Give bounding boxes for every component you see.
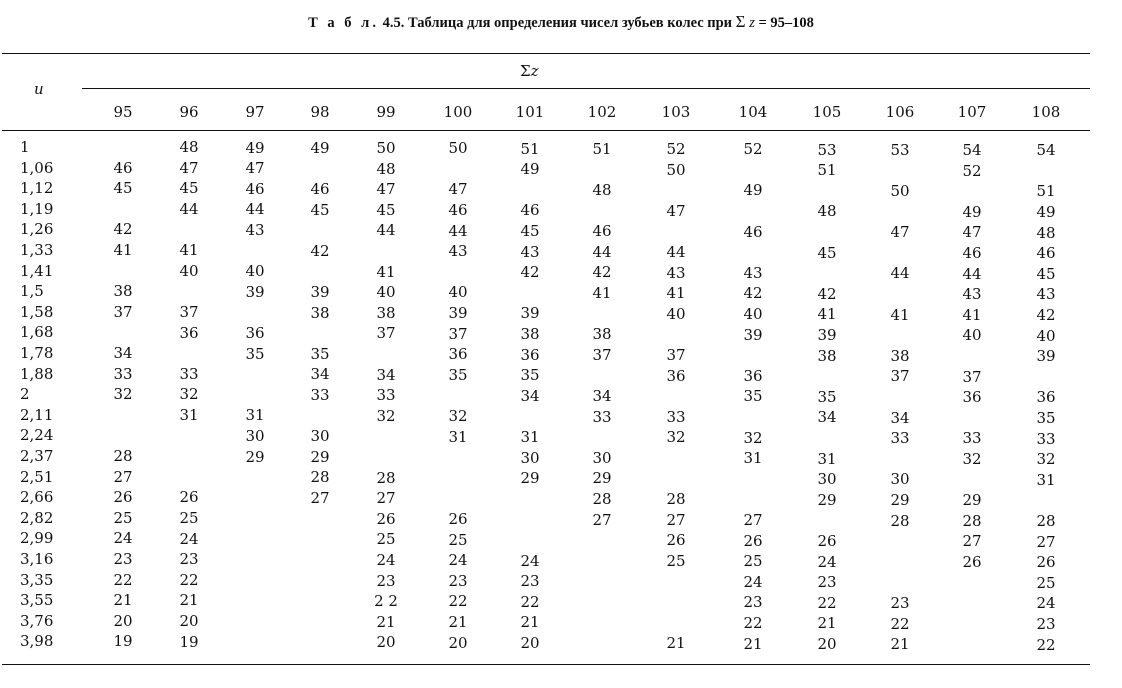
- row-u-value: 1,26: [20, 220, 54, 239]
- table-cell: 51: [592, 139, 612, 158]
- table-cell: 29: [592, 469, 612, 488]
- table-cell: 24: [448, 551, 468, 570]
- column-header-106: 106: [885, 103, 915, 121]
- table-cell: 24: [376, 551, 396, 569]
- table-cell: 44: [179, 200, 199, 219]
- table-cell: 28: [666, 490, 686, 509]
- table-cell: 27: [1036, 532, 1056, 551]
- table-cell: 46: [113, 158, 133, 177]
- row-u-value: 1: [20, 138, 30, 156]
- row-u-value: 1,88: [20, 364, 54, 383]
- table-cell: 25: [376, 530, 396, 549]
- table-cell: 36: [962, 388, 982, 407]
- table-cell: 44: [376, 221, 396, 240]
- table-cell: 36: [245, 323, 265, 342]
- table-cell: 30: [890, 470, 910, 489]
- table-cell: 38: [376, 303, 396, 322]
- table-cell: 28: [962, 511, 982, 530]
- table-cell: 29: [245, 447, 265, 466]
- row-u-value: 3,55: [20, 591, 54, 610]
- table-cell: 49: [245, 138, 265, 157]
- table-cell: 43: [962, 285, 982, 304]
- table-cell: 37: [113, 302, 133, 321]
- table-cell: 21: [179, 591, 199, 610]
- table-cell: 21: [743, 634, 763, 653]
- table-cell: 46: [520, 201, 540, 220]
- table-cell: 22: [1036, 635, 1056, 654]
- table-cell: 31: [1036, 470, 1056, 489]
- table-cell: 49: [743, 181, 763, 200]
- table-cell: 21: [666, 634, 686, 653]
- table-cell: 30: [520, 448, 540, 467]
- column-header-98: 98: [310, 103, 330, 121]
- table-cell: 28: [890, 511, 910, 530]
- table-cell: 45: [817, 243, 837, 262]
- table-cell: 46: [743, 222, 763, 241]
- row-u-value: 2,82: [20, 508, 54, 527]
- column-header-107: 107: [957, 103, 987, 121]
- table-cell: 36: [448, 345, 468, 364]
- table-cell: 38: [817, 346, 837, 365]
- table-cell: 2 2: [374, 592, 398, 611]
- table-cell: 34: [592, 386, 612, 405]
- table-cell: 24: [179, 529, 199, 548]
- table-cell: 43: [743, 263, 763, 282]
- table-cell: 27: [592, 510, 612, 529]
- table-cell: 39: [817, 325, 837, 344]
- column-header-95: 95: [113, 103, 133, 121]
- table-cell: 38: [520, 324, 540, 343]
- table-cell: 44: [666, 243, 686, 261]
- table-cell: 44: [592, 242, 612, 261]
- table-cell: 21: [113, 591, 133, 610]
- table-cell: 35: [1036, 409, 1056, 428]
- table-cell: 52: [743, 140, 763, 159]
- table-cell: 21: [448, 613, 468, 632]
- table-cell: 24: [817, 552, 837, 571]
- caption-text: 4.5. Таблица для определения чисел зубьев колес при: [378, 15, 736, 31]
- table-cell: 48: [817, 202, 837, 221]
- table-cell: 23: [1036, 615, 1056, 634]
- table-cell: 33: [376, 386, 396, 405]
- table-cell: 37: [448, 324, 468, 343]
- row-u-value: 1,68: [20, 323, 54, 342]
- table-cell: 26: [179, 488, 199, 507]
- table-cell: 43: [520, 242, 540, 261]
- table-cell: 26: [817, 531, 837, 550]
- table-cell: 26: [962, 553, 982, 571]
- u-column-header: u: [34, 80, 44, 98]
- table-cell: 49: [310, 138, 330, 157]
- table-cell: 38: [592, 325, 612, 344]
- table-cell: 22: [448, 592, 468, 611]
- caption-table-word: Т а б л.: [308, 15, 379, 31]
- table-cell: 27: [113, 467, 133, 486]
- table-cell: 32: [1036, 450, 1056, 469]
- top-rule: [2, 53, 1090, 54]
- column-header-104: 104: [738, 103, 768, 121]
- table-caption: [0, 12, 1122, 32]
- table-cell: 47: [666, 201, 686, 220]
- table-cell: 31: [743, 449, 763, 468]
- table-cell: 20: [817, 634, 837, 653]
- table-cell: 21: [890, 635, 910, 654]
- table-cell: 35: [245, 344, 265, 363]
- table-cell: 24: [520, 551, 540, 570]
- table-cell: 44: [962, 264, 982, 283]
- column-header-108: 108: [1031, 103, 1061, 121]
- table-cell: 50: [666, 160, 686, 179]
- table-cell: 41: [890, 305, 910, 324]
- table-cell: 42: [743, 284, 763, 303]
- table-cell: 27: [310, 488, 330, 507]
- table-cell: 24: [113, 529, 133, 548]
- table-cell: 23: [448, 571, 468, 590]
- table-cell: 42: [1036, 306, 1056, 325]
- table-cell: 25: [179, 509, 199, 528]
- table-cell: 43: [1036, 285, 1056, 304]
- table-cell: 45: [113, 179, 133, 198]
- table-cell: 51: [1036, 182, 1056, 201]
- table-cell: 32: [448, 407, 468, 426]
- table-cell: 39: [743, 325, 763, 344]
- table-cell: 32: [376, 406, 396, 425]
- row-u-value: 2,24: [20, 426, 54, 445]
- table-cell: 20: [520, 633, 540, 652]
- table-cell: 39: [245, 282, 265, 301]
- row-u-value: 2,37: [20, 447, 54, 465]
- table-cell: 49: [520, 160, 540, 179]
- table-cell: 24: [1036, 594, 1056, 613]
- table-cell: 54: [962, 141, 982, 159]
- table-cell: 47: [962, 223, 982, 242]
- table-cell: 36: [1036, 388, 1056, 407]
- table-cell: 20: [376, 633, 396, 652]
- table-cell: 34: [520, 386, 540, 405]
- table-cell: 36: [520, 345, 540, 364]
- caption-range: = 95–108: [754, 15, 814, 31]
- column-header-99: 99: [376, 103, 396, 121]
- table-cell: 23: [113, 550, 133, 568]
- row-u-value: 3,98: [20, 632, 54, 651]
- row-u-value: 1,12: [20, 179, 54, 198]
- row-u-value: 1,06: [20, 158, 54, 177]
- table-cell: 20: [448, 633, 468, 652]
- table-cell: 47: [179, 158, 199, 177]
- column-header-102: 102: [587, 103, 617, 121]
- table-cell: 25: [448, 530, 468, 549]
- table-cell: 29: [310, 447, 330, 466]
- table-cell: 43: [245, 220, 265, 239]
- table-cell: 50: [376, 139, 396, 157]
- column-header-97: 97: [245, 103, 265, 121]
- table-cell: 25: [666, 552, 686, 570]
- table-cell: 33: [666, 407, 686, 426]
- table-cell: 41: [179, 241, 199, 260]
- table-cell: 41: [666, 284, 686, 303]
- table-cell: 44: [890, 264, 910, 283]
- table-cell: 52: [666, 140, 686, 158]
- caption-z-symbol: z: [749, 15, 755, 31]
- table-cell: 27: [743, 511, 763, 530]
- table-cell: 25: [743, 552, 763, 571]
- table-cell: 51: [817, 161, 837, 180]
- table-cell: 41: [962, 305, 982, 324]
- table-cell: 43: [448, 242, 468, 261]
- table-cell: 23: [520, 572, 540, 591]
- table-cell: 33: [592, 407, 612, 426]
- table-cell: 34: [376, 365, 396, 384]
- table-cell: 32: [743, 428, 763, 447]
- table-cell: 26: [113, 488, 133, 507]
- column-header-105: 105: [812, 103, 842, 121]
- bottom-rule: [2, 664, 1090, 665]
- table-cell: 29: [817, 490, 837, 509]
- table-cell: 40: [1036, 326, 1056, 345]
- table-cell: 29: [962, 491, 982, 510]
- table-cell: 48: [376, 159, 396, 178]
- table-cell: 27: [376, 489, 396, 508]
- row-u-value: 1,19: [20, 199, 54, 218]
- table-cell: 30: [310, 427, 330, 446]
- table-cell: 23: [890, 593, 910, 612]
- table-cell: 46: [1036, 244, 1056, 263]
- sum-z-header: [520, 62, 539, 80]
- table-cell: 48: [179, 138, 199, 157]
- table-cell: 52: [962, 161, 982, 180]
- table-cell: 49: [962, 202, 982, 221]
- sum-z-symbol: z: [530, 62, 539, 80]
- column-header-103: 103: [661, 103, 691, 121]
- table-cell: 46: [245, 179, 265, 198]
- table-cell: 36: [666, 366, 686, 385]
- table-cell: 41: [592, 283, 612, 302]
- table-cell: 44: [448, 221, 468, 240]
- table-cell: 21: [376, 612, 396, 631]
- table-cell: 39: [1036, 347, 1056, 366]
- table-cell: 22: [817, 593, 837, 612]
- table-cell: 35: [448, 365, 468, 384]
- table-cell: 51: [520, 139, 540, 158]
- table-cell: 20: [179, 612, 199, 631]
- table-cell: 19: [179, 632, 199, 651]
- table-cell: 33: [890, 429, 910, 448]
- row-u-value: 3,76: [20, 611, 54, 630]
- table-cell: 45: [179, 179, 199, 198]
- caption-sigma-symbol: Σ: [735, 12, 746, 31]
- table-cell: 44: [245, 200, 265, 219]
- table-cell: 38: [113, 282, 133, 301]
- table-cell: 30: [592, 448, 612, 467]
- table-cell: 23: [817, 573, 837, 592]
- table-cell: 47: [376, 180, 396, 199]
- table-cell: 33: [113, 364, 133, 383]
- table-cell: 28: [113, 447, 133, 465]
- column-header-101: 101: [515, 103, 545, 121]
- column-header-100: 100: [443, 103, 473, 121]
- table-cell: 30: [817, 470, 837, 489]
- table-cell: 54: [1036, 141, 1056, 160]
- table-cell: 29: [890, 490, 910, 509]
- sum-header-rule: [82, 88, 1090, 89]
- table-cell: 31: [520, 427, 540, 446]
- table-cell: 23: [743, 593, 763, 612]
- table-cell: 40: [376, 283, 396, 302]
- table-cell: 35: [520, 366, 540, 385]
- table-cell: 53: [890, 140, 910, 159]
- table-cell: 40: [962, 326, 982, 345]
- table-cell: 34: [890, 408, 910, 427]
- table-cell: 39: [310, 282, 330, 301]
- table-cell: 34: [113, 344, 133, 362]
- table-cell: 23: [179, 550, 199, 569]
- table-cell: 19: [113, 632, 133, 651]
- sum-sigma-symbol: Σ: [520, 62, 531, 80]
- table-cell: 41: [376, 262, 396, 281]
- table-cell: 22: [520, 592, 540, 611]
- row-u-value: 3,35: [20, 570, 54, 589]
- table-cell: 47: [890, 223, 910, 242]
- table-cell: 35: [743, 387, 763, 406]
- table-cell: 40: [179, 261, 199, 280]
- table-cell: 22: [890, 614, 910, 633]
- table-cell: 20: [113, 611, 133, 630]
- row-u-value: 2,11: [20, 405, 54, 424]
- table-cell: 42: [592, 263, 612, 282]
- row-u-value: 1,5: [20, 282, 44, 301]
- table-cell: 37: [376, 324, 396, 343]
- table-cell: 31: [817, 449, 837, 468]
- table-cell: 34: [817, 408, 837, 427]
- table-cell: 26: [743, 531, 763, 550]
- table-cell: 22: [179, 570, 199, 589]
- table-cell: 31: [448, 427, 468, 446]
- table-cell: 25: [1036, 573, 1056, 592]
- table-cell: 40: [743, 305, 763, 324]
- table-cell: 38: [890, 346, 910, 365]
- table-cell: 28: [310, 468, 330, 487]
- table-cell: 31: [179, 406, 199, 425]
- table-cell: 53: [817, 140, 837, 159]
- table-cell: 24: [743, 572, 763, 591]
- table-cell: 42: [520, 263, 540, 282]
- table-cell: 50: [890, 181, 910, 200]
- table-cell: 40: [666, 304, 686, 323]
- table-cell: 45: [310, 200, 330, 219]
- table-cell: 32: [113, 385, 133, 404]
- table-cell: 37: [962, 367, 982, 386]
- row-u-value: 2,66: [20, 488, 54, 507]
- table-cell: 36: [743, 366, 763, 385]
- table-cell: 47: [245, 159, 265, 178]
- row-u-value: 1,33: [20, 241, 54, 259]
- row-u-value: 3,16: [20, 550, 54, 568]
- table-cell: 33: [1036, 429, 1056, 448]
- table-cell: 22: [113, 570, 133, 589]
- table-cell: 26: [1036, 553, 1056, 572]
- table-cell: 33: [179, 364, 199, 383]
- row-u-value: 2,51: [20, 467, 54, 486]
- table-cell: 42: [817, 284, 837, 303]
- table-cell: 36: [179, 323, 199, 342]
- table-cell: 40: [245, 262, 265, 281]
- table-cell: 29: [520, 469, 540, 488]
- table-cell: 21: [520, 613, 540, 632]
- table-cell: 38: [310, 303, 330, 322]
- table-cell: 28: [1036, 512, 1056, 531]
- table-cell: 45: [520, 221, 540, 240]
- table-cell: 37: [666, 346, 686, 364]
- table-cell: 35: [817, 387, 837, 406]
- table-cell: 40: [448, 283, 468, 302]
- table-cell: 50: [448, 139, 468, 158]
- table-cell: 37: [179, 303, 199, 322]
- table-cell: 41: [113, 241, 133, 259]
- table-cell: 35: [310, 344, 330, 363]
- table-cell: 43: [666, 263, 686, 282]
- row-u-value: 2,99: [20, 529, 54, 548]
- table-cell: 32: [179, 385, 199, 404]
- table-cell: 46: [310, 179, 330, 198]
- table-cell: 34: [310, 365, 330, 384]
- table-cell: 22: [743, 614, 763, 633]
- table-cell: 48: [592, 180, 612, 199]
- table-cell: 47: [448, 180, 468, 199]
- header-bottom-rule: [2, 130, 1090, 131]
- table-cell: 41: [817, 305, 837, 324]
- table-cell: 26: [448, 510, 468, 529]
- table-cell: 46: [962, 244, 982, 262]
- table-cell: 45: [376, 200, 396, 219]
- column-header-96: 96: [179, 103, 199, 121]
- table-cell: 37: [890, 367, 910, 386]
- table-cell: 28: [376, 468, 396, 487]
- table-cell: 33: [310, 385, 330, 404]
- table-cell: 37: [592, 345, 612, 364]
- table-cell: 46: [592, 222, 612, 241]
- table-cell: 23: [376, 571, 396, 590]
- table-cell: 33: [962, 429, 982, 448]
- table-cell: 26: [376, 509, 396, 528]
- table-cell: 32: [962, 450, 982, 468]
- row-u-value: 2: [20, 385, 30, 404]
- table-cell: 27: [962, 532, 982, 551]
- table-cell: 48: [1036, 223, 1056, 242]
- table-cell: 31: [245, 406, 265, 425]
- table-cell: 46: [448, 201, 468, 220]
- row-u-value: 1,41: [20, 261, 54, 280]
- table-cell: 42: [310, 241, 330, 260]
- table-cell: 26: [666, 531, 686, 550]
- table-cell: 49: [1036, 203, 1056, 222]
- table-cell: 30: [245, 426, 265, 445]
- table-cell: 45: [1036, 264, 1056, 283]
- table-cell: 42: [113, 220, 133, 239]
- table-cell: 27: [666, 510, 686, 529]
- row-u-value: 1,78: [20, 344, 54, 362]
- table-cell: 25: [113, 508, 133, 527]
- row-u-value: 1,58: [20, 302, 54, 321]
- table-cell: 21: [817, 614, 837, 633]
- table-cell: 39: [448, 304, 468, 323]
- table-cell: 28: [592, 489, 612, 508]
- table-cell: 32: [666, 428, 686, 447]
- table-cell: 39: [520, 304, 540, 323]
